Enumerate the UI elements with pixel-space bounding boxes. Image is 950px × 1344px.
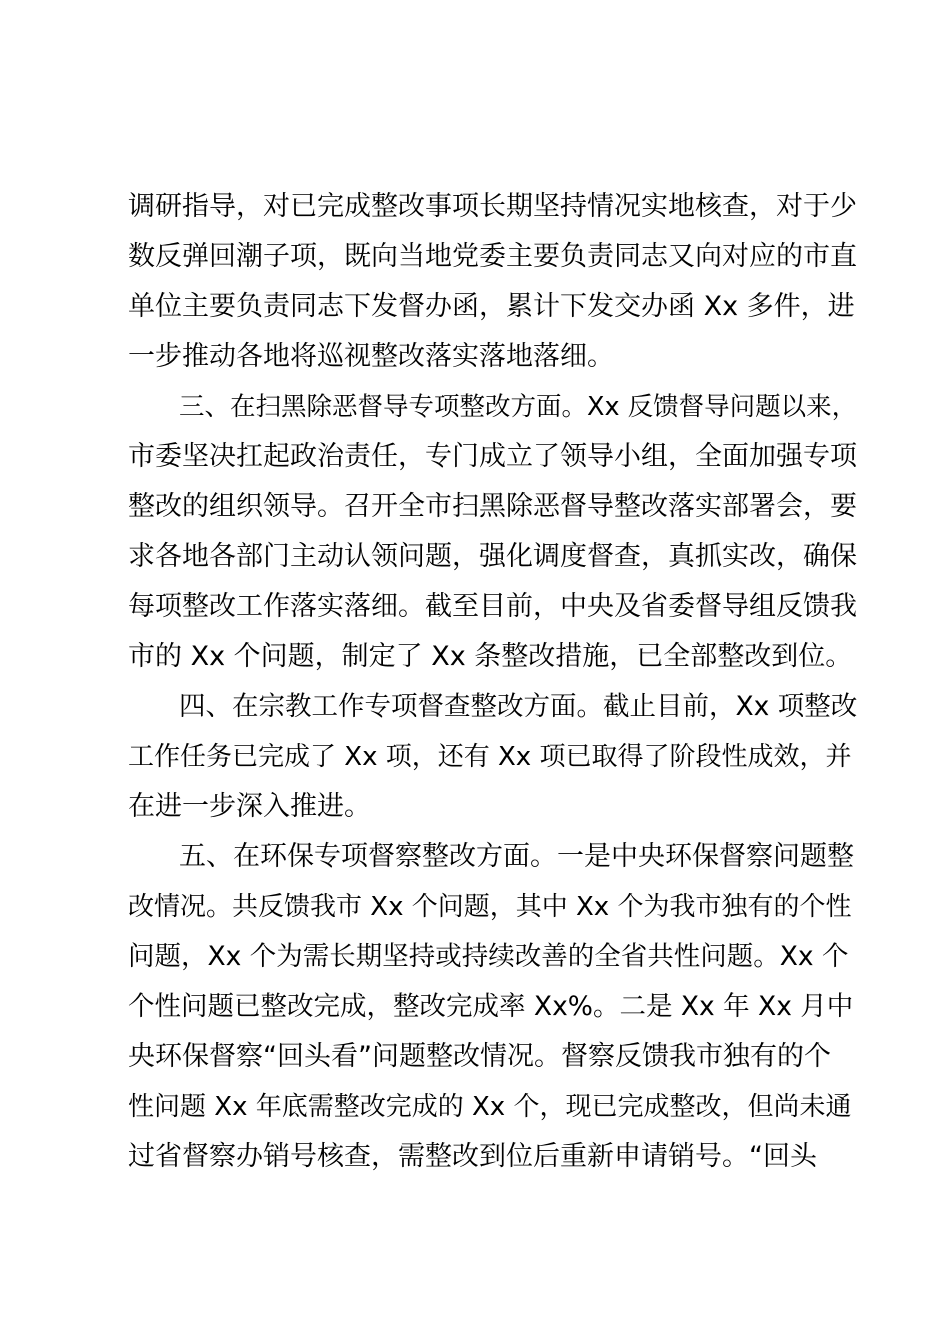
text-line: 每项整改工作落实落细。截至目前，中央及省委督导组反馈我 (128, 591, 857, 622)
paragraph-three-start: 三、在扫黑除恶督导专项整改方面。Xx 反馈督导问题以来， (179, 392, 858, 422)
text-line: 求各地各部门主动认领问题，强化调度督查，真抓实改，确保 (128, 541, 857, 572)
text-line: 整改的组织领导。召开全市扫黑除恶督导整改落实部署会，要 (128, 491, 857, 522)
text-line: 数反弹回潮子项，既向当地党委主要负责同志又向对应的市直 (128, 241, 857, 272)
paragraph-four-start: 四、在宗教工作专项督查整改方面。截止目前，Xx 项整改 (179, 691, 858, 722)
text-line: 工作任务已完成了 Xx 项，还有 Xx 项已取得了阶段性成效，并 (128, 742, 852, 772)
text-line: 市委坚决扛起政治责任，专门成立了领导小组，全面加强专项 (128, 441, 857, 472)
document-body (128, 182, 858, 1182)
text-line: 市的 Xx 个问题，制定了 Xx 条整改措施，已全部整改到位。 (128, 641, 853, 672)
text-line: 一步推动各地将巡视整改落实落地落细。 (128, 341, 614, 372)
paragraph-five-start: 五、在环保专项督察整改方面。一是中央环保督察问题整 (179, 841, 854, 872)
text-line: 调研指导，对已完成整改事项长期坚持情况实地核查，对于少 (128, 191, 857, 222)
text-line: 个性问题已整改完成，整改完成率 Xx%。二是 Xx 年 Xx 月中 (128, 991, 854, 1022)
text-line: 央环保督察“回头看”问题整改情况。督察反馈我市独有的个 (128, 1041, 831, 1072)
text-line: 问题，Xx 个为需长期坚持或持续改善的全省共性问题。Xx 个 (128, 941, 849, 972)
text-line: 改情况。共反馈我市 Xx 个问题，其中 Xx 个为我市独有的个性 (128, 892, 852, 922)
text-line: 在进一步深入推进。 (128, 791, 371, 822)
text-line: 过省督察办销号核查，需整改到位后重新申请销号。“回头 (128, 1141, 817, 1172)
text-line: 单位主要负责同志下发督办函，累计下发交办函 Xx 多件，进 (128, 291, 855, 322)
text-line: 性问题 Xx 年底需整改完成的 Xx 个，现已完成整改，但尚未通 (128, 1092, 852, 1122)
